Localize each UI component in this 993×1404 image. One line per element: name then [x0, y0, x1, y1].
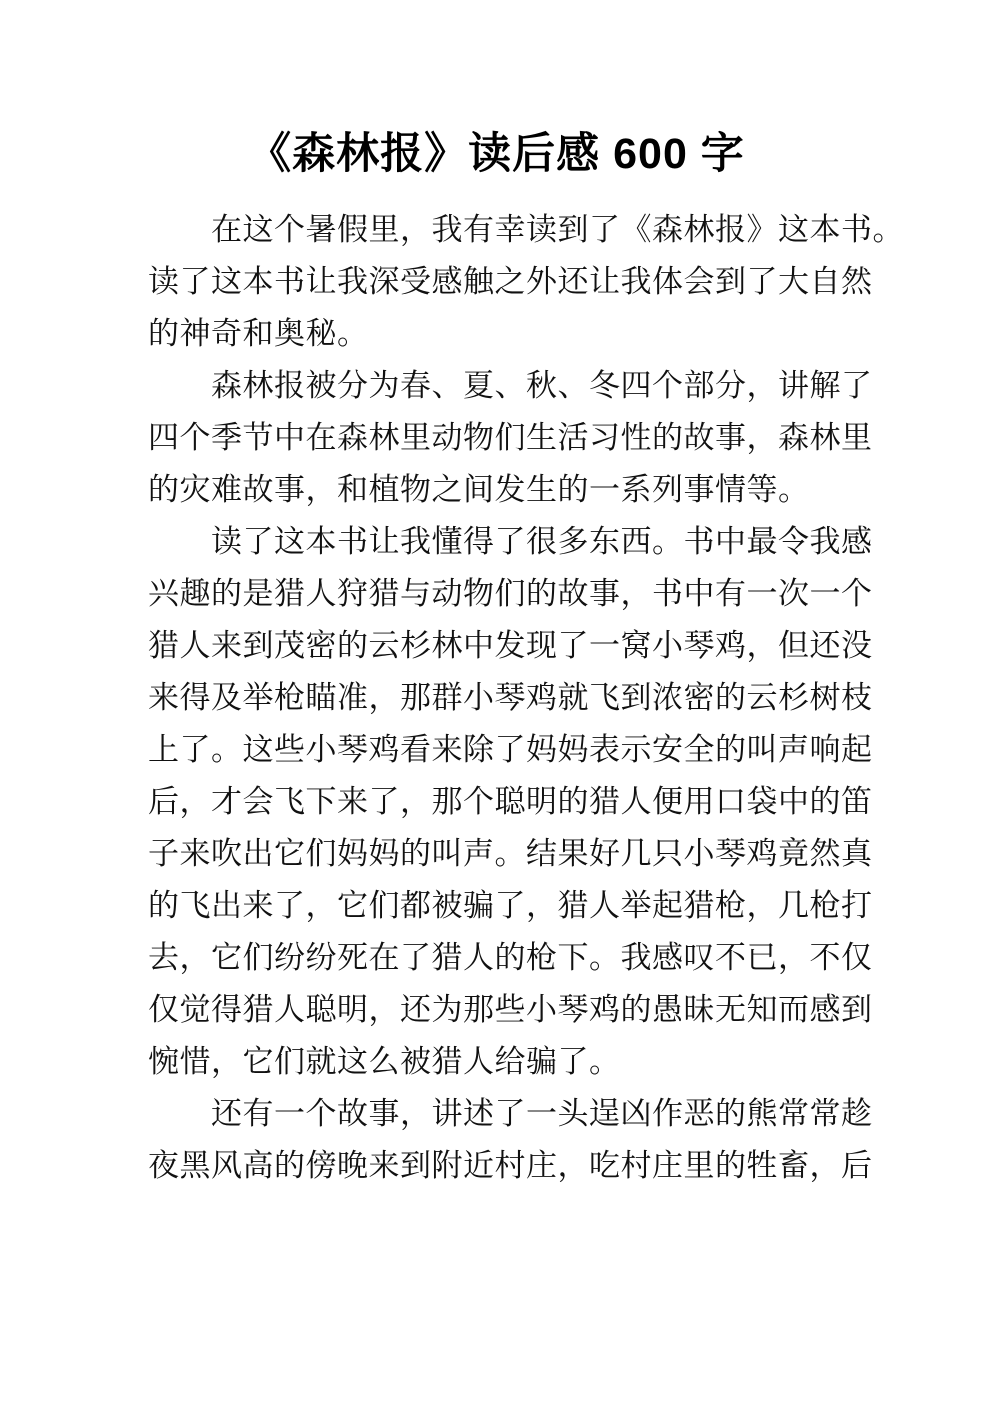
text-line: 仅觉得猎人聪明，还为那些小琴鸡的愚昧无知而感到 [148, 992, 873, 1027]
text-line: 惋惜，它们就这么被猎人给骗了。 [148, 1044, 621, 1079]
text-line: 上了。这些小琴鸡看来除了妈妈表示安全的叫声响起 [148, 732, 873, 767]
text-line: 猎人来到茂密的云杉林中发现了一窝小琴鸡，但还没 [148, 628, 873, 663]
text-line: 读了这本书让我懂得了很多东西。书中最令我感 [211, 524, 873, 559]
text-line: 在这个暑假里，我有幸读到了《森林报》这本书。 [211, 212, 904, 247]
text-line: 读了这本书让我深受感触之外还让我体会到了大自然 [148, 264, 873, 299]
paragraph [148, 1088, 888, 1192]
text-line: 兴趣的是猎人狩猎与动物们的故事，书中有一次一个 [148, 576, 873, 611]
text-line: 森林报被分为春、夏、秋、冬四个部分，讲解了 [211, 368, 873, 403]
document-title: 《森林报》读后感 600 字 [248, 130, 745, 178]
text-line: 后，才会飞下来了，那个聪明的猎人便用口袋中的笛 [148, 784, 873, 819]
text-line: 四个季节中在森林里动物们生活习性的故事，森林里 [148, 420, 873, 455]
text-line: 夜黑风高的傍晚来到附近村庄，吃村庄里的牲畜，后 [148, 1148, 873, 1183]
paragraph [148, 360, 888, 516]
text-line: 的神奇和奥秘。 [148, 316, 369, 351]
text-line: 的飞出来了，它们都被骗了，猎人举起猎枪，几枪打 [148, 888, 873, 923]
text-line: 子来吹出它们妈妈的叫声。结果好几只小琴鸡竟然真 [148, 836, 873, 871]
text-line: 去，它们纷纷死在了猎人的枪下。我感叹不已，不仅 [148, 940, 873, 975]
text-line: 的灾难故事，和植物之间发生的一系列事情等。 [148, 472, 810, 507]
document-body [148, 204, 904, 1192]
paragraph [148, 516, 888, 1088]
text-line: 来得及举枪瞄准，那群小琴鸡就飞到浓密的云杉树枝 [148, 680, 873, 715]
text-line: 还有一个故事，讲述了一头逞凶作恶的熊常常趁 [211, 1096, 873, 1131]
paragraph [148, 204, 904, 360]
